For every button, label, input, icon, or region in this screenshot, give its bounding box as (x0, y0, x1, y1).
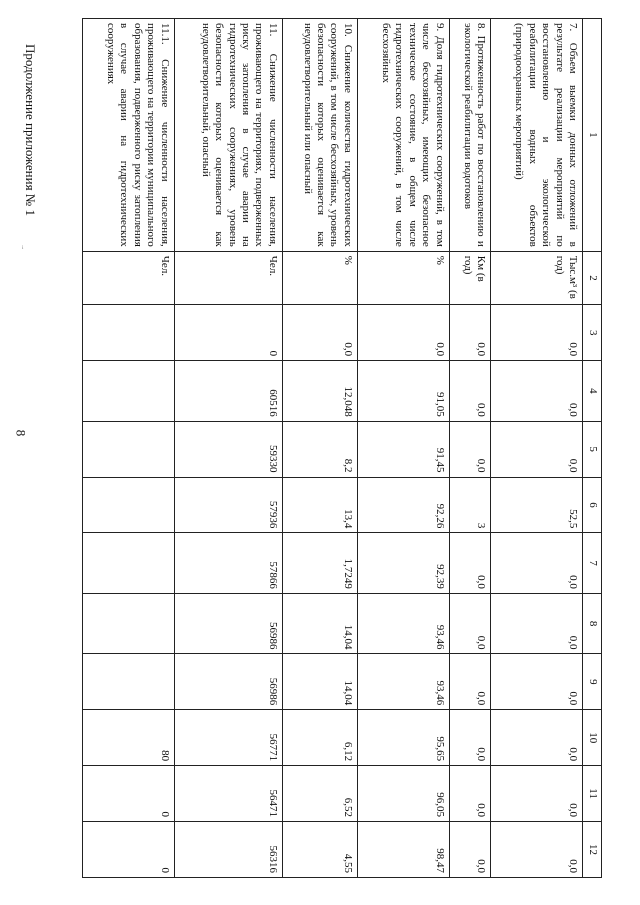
value-cell: 95,65 (357, 710, 449, 766)
value-cell: 0,0 (491, 305, 583, 361)
value-cell: 91,05 (357, 361, 449, 422)
table-row (282, 19, 357, 878)
header-row (583, 19, 602, 878)
value-cell: 56986 (174, 593, 282, 654)
value-cell: 93,46 (357, 654, 449, 710)
header-cell: 1 (583, 19, 602, 252)
table-row (491, 19, 583, 878)
value-cell: 91,45 (357, 421, 449, 477)
indicator-name: 7. Объем выемки донных отложений в результате реализации мероприятий по восстановлению и экологической реабилитации водных объектов (природоохранных мероприятий) (491, 19, 583, 252)
value-cell: 8,2 (282, 421, 357, 477)
value-cell: 0,0 (449, 822, 491, 878)
rotated-page (82, 18, 602, 878)
table-row (357, 19, 449, 878)
value-cell: 56316 (174, 822, 282, 878)
header-cell: 11 (583, 766, 602, 822)
indicators-table (82, 18, 602, 878)
indicator-name: 11.1. Снижение численности населения, проживающего на территории муниципального образования, подверженного риску затопления в случае аварии на гидротехнических сооружениях (83, 19, 175, 252)
value-cell (83, 593, 175, 654)
value-cell: 0,0 (491, 654, 583, 710)
value-cell (83, 421, 175, 477)
value-cell: 57936 (174, 477, 282, 533)
value-cell: 56771 (174, 710, 282, 766)
value-cell: 59330 (174, 421, 282, 477)
value-cell: 98,47 (357, 822, 449, 878)
value-cell: 3 (449, 477, 491, 533)
table-row (83, 19, 175, 878)
value-cell: 56471 (174, 766, 282, 822)
value-cell (83, 477, 175, 533)
indicator-name: 8. Протяженность работ по восстановлению и экологической реабилитации водотоков (449, 19, 491, 252)
page-number: 8 (13, 429, 29, 437)
header-cell: 9 (583, 654, 602, 710)
header-cell: 10 (583, 710, 602, 766)
indicator-unit: Км (в год) (449, 251, 491, 305)
indicator-unit: Чел. (174, 251, 282, 305)
value-cell: 0,0 (449, 766, 491, 822)
value-cell: 0,0 (491, 766, 583, 822)
value-cell: 0,0 (449, 421, 491, 477)
value-cell: 0,0 (282, 305, 357, 361)
value-cell: 13,4 (282, 477, 357, 533)
value-cell: 6,12 (282, 710, 357, 766)
indicator-name: 10. Снижение количества гидротехнических сооружений, в том числе бесхозяйных, уровень безопасности которых оценивается как неудовлетворительный или опасный (282, 19, 357, 252)
value-cell: 1,7249 (282, 533, 357, 594)
value-cell: 0,0 (449, 593, 491, 654)
value-cell: 0,0 (491, 533, 583, 594)
value-cell (83, 361, 175, 422)
value-cell (83, 305, 175, 361)
header-cell: 3 (583, 305, 602, 361)
value-cell: 0,0 (491, 710, 583, 766)
value-cell: 56986 (174, 654, 282, 710)
value-cell (83, 654, 175, 710)
value-cell: 4,55 (282, 822, 357, 878)
value-cell: 0,0 (449, 305, 491, 361)
table-row (174, 19, 282, 878)
value-cell: 0 (83, 766, 175, 822)
appendix-caption-text: Продолжение приложения № 1 (23, 44, 38, 216)
value-cell: 60516 (174, 361, 282, 422)
table-row (449, 19, 491, 878)
header-cell: 2 (583, 251, 602, 305)
value-cell: 92,26 (357, 477, 449, 533)
value-cell: 0 (83, 822, 175, 878)
scan-mark: ᵢ (22, 240, 24, 250)
value-cell: 0,0 (491, 421, 583, 477)
indicator-unit: % (282, 251, 357, 305)
value-cell: 57866 (174, 533, 282, 594)
value-cell: 0,0 (357, 305, 449, 361)
header-cell: 7 (583, 533, 602, 594)
header-cell: 12 (583, 822, 602, 878)
indicator-unit: % (357, 251, 449, 305)
value-cell: 12,048 (282, 361, 357, 422)
value-cell: 0,0 (449, 654, 491, 710)
value-cell: 14,04 (282, 593, 357, 654)
value-cell: 14,04 (282, 654, 357, 710)
indicator-unit: Чел. (83, 251, 175, 305)
value-cell (83, 533, 175, 594)
value-cell: 0,0 (449, 361, 491, 422)
indicator-unit: Тыс.м³ (в год) (491, 251, 583, 305)
header-cell: 5 (583, 421, 602, 477)
indicator-name: 9. Доля гидротехнических сооружений, в том числе бесхозяйных, имеющих безопасное техническое состояние, в общем числе гидротехнических сооружений, в том числе бесхозяйных (357, 19, 449, 252)
header-cell: 4 (583, 361, 602, 422)
value-cell: 0,0 (491, 361, 583, 422)
value-cell: 0 (174, 305, 282, 361)
value-cell: 0,0 (491, 822, 583, 878)
appendix-caption (20, 15, 40, 245)
value-cell: 0,0 (449, 533, 491, 594)
header-cell: 8 (583, 593, 602, 654)
header-cell: 6 (583, 477, 602, 533)
value-cell: 92,39 (357, 533, 449, 594)
value-cell: 6,52 (282, 766, 357, 822)
value-cell: 93,46 (357, 593, 449, 654)
value-cell: 96,05 (357, 766, 449, 822)
indicator-name: 11. Снижение численности населения, проживающего на территориях, подверженных риску затопления в случае аварии на гидротехнических сооружениях, уровень безопасности которых оценивается как неудовлетворительный, опасный (174, 19, 282, 252)
value-cell: 80 (83, 710, 175, 766)
table-container (82, 18, 602, 878)
value-cell: 0,0 (449, 710, 491, 766)
value-cell: 52,5 (491, 477, 583, 533)
value-cell: 0,0 (491, 593, 583, 654)
